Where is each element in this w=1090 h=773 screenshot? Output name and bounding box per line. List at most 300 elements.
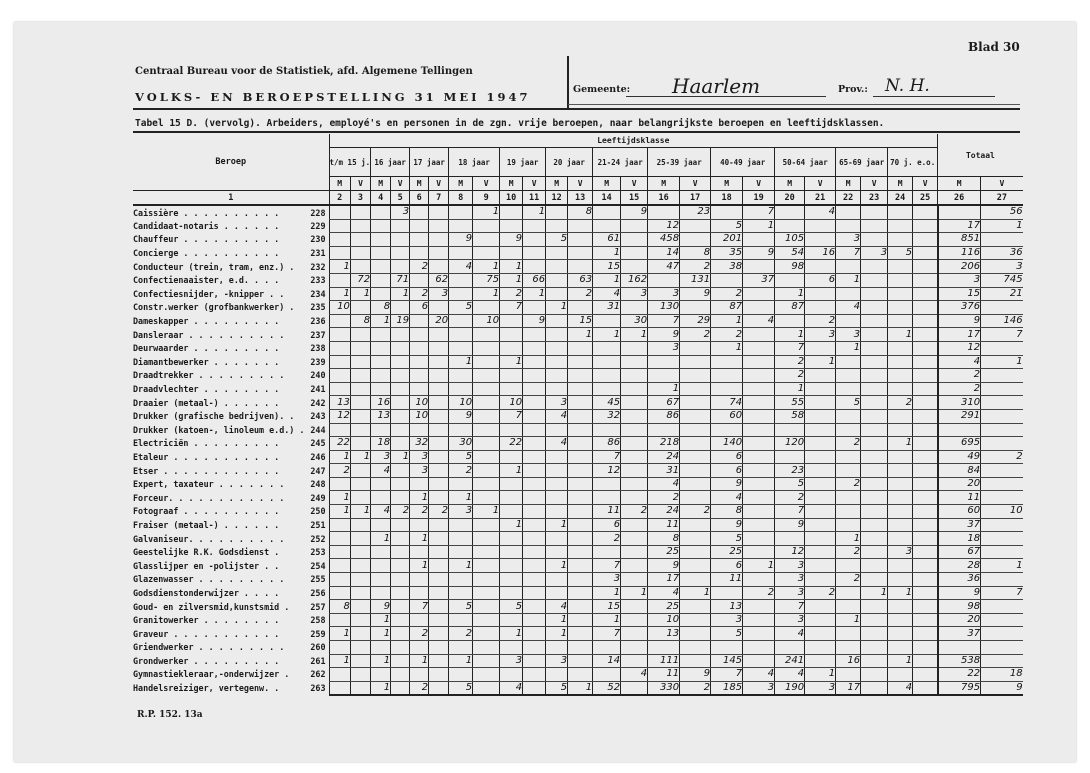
value-cell — [546, 205, 568, 219]
value-cell: 3 — [546, 396, 568, 410]
value-cell: 7 — [593, 627, 621, 641]
value-cell: 145 — [711, 654, 743, 668]
value-cell — [371, 341, 391, 355]
table-row — [133, 586, 1023, 600]
column-number: 7 — [429, 191, 449, 206]
value-cell — [546, 477, 568, 491]
sex-header-m: M — [775, 177, 805, 191]
value-cell: 36 — [981, 246, 1023, 260]
value-cell: 1 — [473, 287, 500, 301]
value-cell — [861, 477, 888, 491]
value-cell — [523, 246, 546, 260]
value-cell: 1 — [449, 559, 473, 573]
column-number: 3 — [350, 191, 370, 206]
value-cell: 4 — [938, 355, 981, 369]
value-cell — [913, 668, 938, 682]
value-cell — [836, 260, 861, 274]
value-cell: 15 — [593, 600, 621, 614]
value-cell — [743, 491, 775, 505]
column-number: 24 — [888, 191, 913, 206]
value-cell: 72 — [350, 273, 370, 287]
value-cell: 5 — [449, 681, 473, 695]
occupation-cell — [133, 600, 329, 614]
value-cell: 3 — [429, 287, 449, 301]
value-cell — [680, 532, 711, 546]
value-cell: 3 — [410, 450, 429, 464]
sex-header-m: M — [546, 177, 568, 191]
value-cell — [568, 382, 593, 396]
value-cell — [621, 627, 648, 641]
value-cell: 2 — [648, 491, 680, 505]
value-cell: 8 — [329, 600, 350, 614]
value-cell — [568, 654, 593, 668]
occupation-number: 251 — [310, 519, 326, 530]
value-cell — [473, 355, 500, 369]
sex-header-v: V — [805, 177, 836, 191]
value-cell: 54 — [775, 246, 805, 260]
value-cell — [523, 532, 546, 546]
occupation-cell — [133, 573, 329, 587]
value-cell — [913, 260, 938, 274]
value-cell — [913, 545, 938, 559]
occupation-number: 262 — [310, 669, 326, 680]
value-cell — [546, 491, 568, 505]
value-cell — [500, 205, 523, 219]
value-cell — [805, 396, 836, 410]
value-cell — [568, 600, 593, 614]
value-cell — [391, 423, 410, 437]
value-cell — [523, 369, 546, 383]
age-group-header: 40-49 jaar — [711, 148, 775, 177]
value-cell: 3 — [775, 573, 805, 587]
value-cell: 52 — [593, 681, 621, 695]
value-cell: 1 — [371, 314, 391, 328]
value-cell — [500, 450, 523, 464]
value-cell — [711, 369, 743, 383]
value-cell: 1 — [621, 328, 648, 342]
value-cell: 5 — [888, 246, 913, 260]
value-cell: 1 — [546, 518, 568, 532]
value-cell — [500, 328, 523, 342]
value-cell — [391, 341, 410, 355]
value-cell: 1 — [805, 355, 836, 369]
value-cell: 3 — [805, 681, 836, 695]
column-number: 6 — [410, 191, 429, 206]
value-cell — [805, 369, 836, 383]
value-cell — [523, 301, 546, 315]
value-cell — [680, 382, 711, 396]
value-cell: 3 — [805, 328, 836, 342]
value-cell — [371, 545, 391, 559]
value-cell — [449, 273, 473, 287]
value-cell: 1 — [836, 613, 861, 627]
value-cell — [775, 450, 805, 464]
value-cell — [523, 233, 546, 247]
value-cell: 1 — [371, 681, 391, 695]
table-row — [133, 477, 1023, 491]
value-cell — [546, 464, 568, 478]
column-number: 4 — [371, 191, 391, 206]
value-cell — [743, 328, 775, 342]
occupation-name: Geestelijke R.K. Godsdienst . — [133, 547, 280, 558]
value-cell — [449, 586, 473, 600]
value-cell — [836, 355, 861, 369]
value-cell: 15 — [593, 260, 621, 274]
value-cell: 23 — [680, 205, 711, 219]
value-cell: 60 — [938, 505, 981, 519]
value-cell — [861, 301, 888, 315]
value-cell — [775, 205, 805, 219]
value-cell — [593, 341, 621, 355]
value-cell — [981, 369, 1023, 383]
value-cell: 3 — [775, 586, 805, 600]
sex-header-v: V — [473, 177, 500, 191]
value-cell — [913, 382, 938, 396]
value-cell: 9 — [938, 586, 981, 600]
sex-header-v: V — [861, 177, 888, 191]
value-cell — [429, 681, 449, 695]
value-cell — [449, 246, 473, 260]
value-cell: 1 — [836, 341, 861, 355]
value-cell — [680, 518, 711, 532]
value-cell — [913, 573, 938, 587]
value-cell: 1 — [329, 287, 350, 301]
value-cell — [621, 613, 648, 627]
value-cell — [500, 668, 523, 682]
value-cell: 2 — [805, 314, 836, 328]
value-cell: 2 — [500, 287, 523, 301]
value-cell — [350, 246, 370, 260]
value-cell — [913, 314, 938, 328]
value-cell — [473, 668, 500, 682]
value-cell — [410, 314, 429, 328]
value-cell — [350, 668, 370, 682]
value-cell — [473, 491, 500, 505]
value-cell — [500, 423, 523, 437]
value-cell: 17 — [938, 328, 981, 342]
value-cell — [593, 423, 621, 437]
value-cell: 2 — [449, 627, 473, 641]
occupation-name: Caissière . . . . . . . . . . — [133, 207, 280, 218]
value-cell — [473, 437, 500, 451]
value-cell: 1 — [500, 273, 523, 287]
value-cell — [805, 219, 836, 233]
value-cell — [938, 423, 981, 437]
value-cell — [861, 423, 888, 437]
column-number: 25 — [913, 191, 938, 206]
value-cell — [711, 205, 743, 219]
value-cell — [913, 532, 938, 546]
value-cell — [429, 464, 449, 478]
occupation-cell — [133, 518, 329, 532]
value-cell: 3 — [546, 654, 568, 668]
occupation-cell — [133, 314, 329, 328]
value-cell — [429, 409, 449, 423]
value-cell — [938, 641, 981, 655]
value-cell — [371, 518, 391, 532]
value-cell: 2 — [429, 505, 449, 519]
occupation-cell — [133, 233, 329, 247]
occupation-number: 243 — [310, 411, 326, 422]
value-cell: 1 — [775, 328, 805, 342]
value-cell — [568, 233, 593, 247]
value-cell — [680, 491, 711, 505]
value-cell: 2 — [836, 437, 861, 451]
value-cell — [523, 545, 546, 559]
value-cell: 130 — [648, 301, 680, 315]
value-cell — [449, 573, 473, 587]
value-cell: 2 — [568, 287, 593, 301]
value-cell — [473, 382, 500, 396]
value-cell — [805, 573, 836, 587]
value-cell — [410, 205, 429, 219]
sex-header-m: M — [648, 177, 680, 191]
value-cell: 23 — [775, 464, 805, 478]
value-cell — [743, 423, 775, 437]
value-cell — [711, 586, 743, 600]
value-cell — [429, 613, 449, 627]
value-cell — [913, 273, 938, 287]
value-cell — [523, 654, 546, 668]
occupation-cell — [133, 437, 329, 451]
value-cell: 55 — [775, 396, 805, 410]
sex-header-m: M — [410, 177, 429, 191]
value-cell — [981, 600, 1023, 614]
value-cell — [805, 641, 836, 655]
occupation-cell — [133, 464, 329, 478]
occupation-number: 230 — [310, 234, 326, 245]
value-cell — [743, 505, 775, 519]
value-cell — [743, 627, 775, 641]
value-cell: 1 — [568, 681, 593, 695]
value-cell — [500, 369, 523, 383]
value-cell — [350, 328, 370, 342]
occupation-name: Glasslijper en -polijster . . — [133, 560, 280, 571]
value-cell: 13 — [329, 396, 350, 410]
occupation-number: 256 — [310, 587, 326, 598]
value-cell: 1 — [449, 355, 473, 369]
value-cell: 35 — [711, 246, 743, 260]
value-cell: 6 — [711, 450, 743, 464]
value-cell: 1 — [593, 273, 621, 287]
value-cell — [449, 328, 473, 342]
value-cell: 1 — [743, 219, 775, 233]
value-cell: 4 — [648, 477, 680, 491]
table-row — [133, 627, 1023, 641]
table-row — [133, 545, 1023, 559]
value-cell — [680, 396, 711, 410]
value-cell — [743, 260, 775, 274]
value-cell — [391, 301, 410, 315]
value-cell — [371, 287, 391, 301]
value-cell: 2 — [836, 545, 861, 559]
value-cell — [861, 450, 888, 464]
age-group-header: 65-69 jaar — [836, 148, 888, 177]
occupation-name: Etser . . . . . . . . . . . . — [133, 465, 280, 476]
value-cell — [888, 273, 913, 287]
value-cell — [981, 518, 1023, 532]
value-cell: 32 — [410, 437, 429, 451]
value-cell — [523, 613, 546, 627]
value-cell — [913, 423, 938, 437]
value-cell: 5 — [449, 301, 473, 315]
occupation-cell — [133, 532, 329, 546]
value-cell — [981, 545, 1023, 559]
value-cell — [888, 382, 913, 396]
value-cell: 1 — [546, 559, 568, 573]
value-cell — [775, 423, 805, 437]
column-number: 16 — [648, 191, 680, 206]
value-cell — [429, 586, 449, 600]
value-cell — [568, 450, 593, 464]
value-cell — [523, 355, 546, 369]
value-cell: 12 — [648, 219, 680, 233]
value-cell — [888, 532, 913, 546]
value-cell: 1 — [593, 246, 621, 260]
value-cell — [648, 423, 680, 437]
value-cell — [805, 532, 836, 546]
value-cell — [546, 355, 568, 369]
value-cell — [429, 600, 449, 614]
value-cell — [449, 382, 473, 396]
census-title: VOLKS- EN BEROEPSTELLING 31 MEI 1947 — [135, 90, 531, 104]
value-cell: 8 — [371, 301, 391, 315]
value-cell — [350, 532, 370, 546]
occupation-cell — [133, 409, 329, 423]
value-cell — [329, 423, 350, 437]
value-cell — [743, 641, 775, 655]
value-cell: 86 — [648, 409, 680, 423]
value-cell: 1 — [568, 328, 593, 342]
value-cell — [913, 464, 938, 478]
value-cell — [568, 491, 593, 505]
value-cell — [836, 586, 861, 600]
value-cell — [329, 205, 350, 219]
value-cell — [329, 355, 350, 369]
table-row — [133, 260, 1023, 274]
value-cell — [410, 369, 429, 383]
column-number: 2 — [329, 191, 350, 206]
value-cell — [680, 477, 711, 491]
table-row — [133, 409, 1023, 423]
value-cell: 9 — [775, 518, 805, 532]
value-cell — [680, 641, 711, 655]
value-cell — [473, 545, 500, 559]
value-cell — [523, 423, 546, 437]
value-cell — [621, 641, 648, 655]
value-cell: 185 — [711, 681, 743, 695]
value-cell: 7 — [775, 600, 805, 614]
value-cell — [523, 518, 546, 532]
value-cell: 15 — [568, 314, 593, 328]
value-cell: 63 — [568, 273, 593, 287]
occupation-cell — [133, 260, 329, 274]
table-row — [133, 382, 1023, 396]
value-cell — [371, 668, 391, 682]
value-cell — [429, 627, 449, 641]
value-cell — [981, 477, 1023, 491]
value-cell — [981, 573, 1023, 587]
value-cell — [743, 341, 775, 355]
value-cell — [371, 205, 391, 219]
occupation-cell — [133, 641, 329, 655]
value-cell — [680, 219, 711, 233]
value-cell — [546, 287, 568, 301]
value-cell — [913, 301, 938, 315]
occupation-number: 259 — [310, 628, 326, 639]
value-cell — [429, 559, 449, 573]
value-cell — [913, 219, 938, 233]
value-cell — [621, 450, 648, 464]
table-row — [133, 559, 1023, 573]
value-cell — [593, 355, 621, 369]
occupation-cell — [133, 559, 329, 573]
value-cell — [568, 641, 593, 655]
table-row — [133, 654, 1023, 668]
value-cell: 4 — [888, 681, 913, 695]
value-cell: 6 — [593, 518, 621, 532]
table-row — [133, 246, 1023, 260]
value-cell — [743, 355, 775, 369]
value-cell: 2 — [743, 586, 775, 600]
value-cell — [743, 464, 775, 478]
value-cell: 1 — [350, 505, 370, 519]
value-cell — [473, 641, 500, 655]
value-cell: 2 — [621, 505, 648, 519]
value-cell — [743, 301, 775, 315]
value-cell — [593, 205, 621, 219]
occupation-cell — [133, 613, 329, 627]
value-cell — [621, 423, 648, 437]
value-cell — [371, 260, 391, 274]
value-cell — [410, 246, 429, 260]
census-table — [133, 134, 1023, 696]
value-cell — [350, 369, 370, 383]
value-cell: 24 — [648, 505, 680, 519]
occupation-number: 244 — [310, 424, 326, 435]
value-cell — [371, 641, 391, 655]
value-cell — [981, 341, 1023, 355]
column-number: 14 — [593, 191, 621, 206]
value-cell: 1 — [593, 613, 621, 627]
occupation-number: 240 — [310, 370, 326, 381]
totaal-header: Totaal — [938, 134, 1023, 177]
occupation-name: Galvaniseur. . . . . . . . . . — [133, 533, 285, 544]
value-cell — [473, 464, 500, 478]
value-cell — [391, 545, 410, 559]
value-cell: 4 — [593, 287, 621, 301]
value-cell: 2 — [938, 382, 981, 396]
value-cell — [523, 627, 546, 641]
value-cell: 3 — [836, 328, 861, 342]
value-cell — [981, 627, 1023, 641]
value-cell — [500, 532, 523, 546]
value-cell: 49 — [938, 450, 981, 464]
value-cell — [888, 477, 913, 491]
value-cell: 2 — [805, 586, 836, 600]
value-cell — [523, 260, 546, 274]
value-cell: 1 — [410, 654, 429, 668]
value-cell — [836, 409, 861, 423]
value-cell: 7 — [775, 341, 805, 355]
value-cell — [888, 233, 913, 247]
value-cell — [743, 654, 775, 668]
value-cell — [546, 423, 568, 437]
age-group-header: t/m 15 j. — [329, 148, 371, 177]
value-cell — [546, 273, 568, 287]
value-cell: 7 — [981, 586, 1023, 600]
value-cell — [888, 450, 913, 464]
